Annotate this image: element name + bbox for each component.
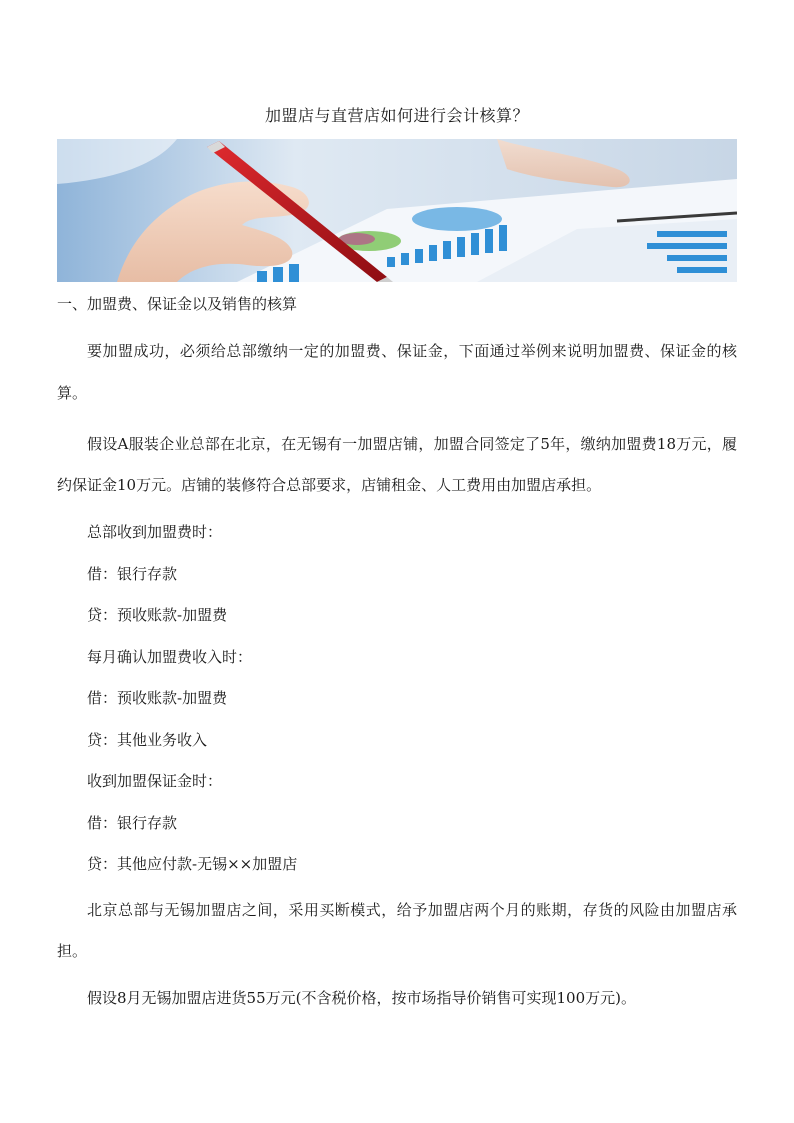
- journal-entry-debit: 借：银行存款: [87, 813, 178, 832]
- banner-image: [57, 139, 737, 282]
- journal-entry-credit: 贷：预收账款-加盟费: [87, 606, 228, 624]
- paragraph: 假设8月无锡加盟店进货55万元(不含税价格，按市场指导价销售可实现100万元)。: [87, 989, 636, 1007]
- journal-entry-credit: 贷：其他业务收入: [87, 730, 208, 749]
- document-title: 加盟店与直营店如何进行会计核算？: [264, 106, 529, 125]
- paragraph: 假设A服装企业总部在北京，在无锡有一加盟店铺，加盟合同签定了5年，缴纳加盟费18万元，履约保证金10万元。店铺的装修符合总部要求，店铺租金、人工费用由加盟店承担。: [57, 434, 737, 494]
- journal-entry-debit: 借：银行存款: [87, 564, 178, 583]
- journal-entry-debit: 借：预收账款-加盟费: [87, 689, 228, 707]
- paragraph: 每月确认加盟费收入时：: [87, 647, 253, 666]
- journal-entry-credit: 贷：其他应付款-无锡××加盟店: [87, 855, 298, 873]
- paragraph: 收到加盟保证金时：: [87, 772, 223, 790]
- paragraph: 要加盟成功，必须给总部缴纳一定的加盟费、保证金，下面通过举例来说明加盟费、保证金的核算。: [57, 342, 737, 402]
- document-body: [57, 331, 737, 1024]
- paragraph: 北京总部与无锡加盟店之间，采用买断模式，给予加盟店两个月的账期，存货的风险由加盟店承担。: [57, 900, 737, 960]
- paragraph: 总部收到加盟费时：: [87, 523, 223, 541]
- section-heading: 一、加盟费、保证金以及销售的核算: [57, 295, 298, 313]
